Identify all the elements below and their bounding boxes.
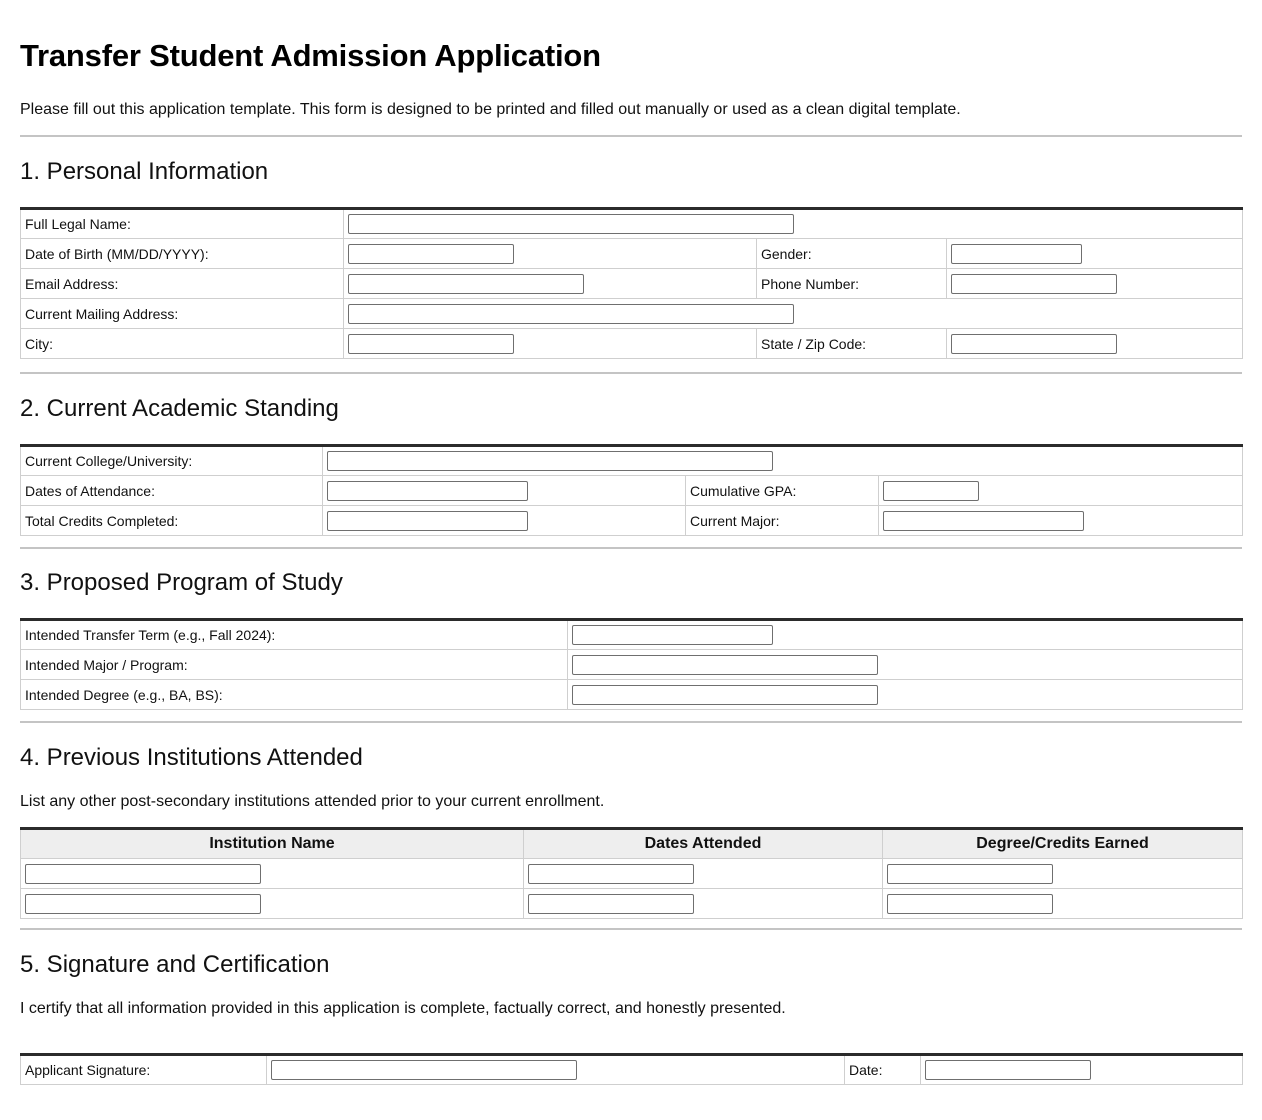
- divider: [20, 372, 1242, 374]
- transfer-term-label: Intended Transfer Term (e.g., Fall 2024):: [21, 620, 568, 650]
- email-label: Email Address:: [21, 269, 344, 299]
- credits-label: Total Credits Completed:: [21, 506, 323, 536]
- full-name-input[interactable]: [348, 214, 794, 234]
- college-input[interactable]: [327, 451, 773, 471]
- address-input[interactable]: [348, 304, 794, 324]
- current-major-input[interactable]: [883, 511, 1084, 531]
- previous-institutions-table: [20, 827, 1243, 919]
- table-row: [21, 506, 1243, 536]
- gpa-label: Cumulative GPA:: [686, 476, 879, 506]
- section-heading-academic: 2. Current Academic Standing: [20, 395, 339, 422]
- section-heading-previous: 4. Previous Institutions Attended: [20, 744, 363, 771]
- divider: [20, 547, 1242, 549]
- dob-label: Date of Birth (MM/DD/YYYY):: [21, 239, 344, 269]
- intended-degree-label: Intended Degree (e.g., BA, BS):: [21, 680, 568, 710]
- personal-info-table: [20, 207, 1243, 359]
- phone-input[interactable]: [951, 274, 1117, 294]
- full-name-label: Full Legal Name:: [21, 209, 344, 239]
- gender-label: Gender:: [757, 239, 947, 269]
- date-input[interactable]: [925, 1060, 1091, 1080]
- dates-attended-input[interactable]: [528, 864, 694, 884]
- intended-major-input[interactable]: [572, 655, 878, 675]
- program-table: [20, 618, 1243, 710]
- table-row: [21, 299, 1243, 329]
- credits-input[interactable]: [327, 511, 528, 531]
- table-row: [21, 680, 1243, 710]
- signature-label: Applicant Signature:: [21, 1055, 267, 1085]
- date-label: Date:: [845, 1055, 921, 1085]
- phone-label: Phone Number:: [757, 269, 947, 299]
- divider: [20, 721, 1242, 723]
- table-row: [21, 476, 1243, 506]
- section-heading-personal: 1. Personal Information: [20, 158, 269, 185]
- degree-credits-input[interactable]: [887, 894, 1053, 914]
- page-title: Transfer Student Admission Application: [20, 38, 601, 73]
- dates-attended-input[interactable]: [528, 894, 694, 914]
- table-row: [21, 446, 1243, 476]
- dates-attendance-input[interactable]: [327, 481, 528, 501]
- section-heading-program: 3. Proposed Program of Study: [20, 569, 343, 596]
- city-input[interactable]: [348, 334, 514, 354]
- column-header-degree: Degree/Credits Earned: [883, 829, 1243, 859]
- signature-input[interactable]: [271, 1060, 577, 1080]
- academic-standing-table: [20, 444, 1243, 536]
- address-label: Current Mailing Address:: [21, 299, 344, 329]
- certification-statement: I certify that all information provided in this application is complete, factually correct, and honestly presented.: [20, 1000, 786, 1017]
- city-label: City:: [21, 329, 344, 359]
- intended-degree-input[interactable]: [572, 685, 878, 705]
- institution-name-input[interactable]: [25, 864, 261, 884]
- table-row: [21, 329, 1243, 359]
- divider: [20, 928, 1242, 930]
- table-row: [21, 1055, 1243, 1085]
- dob-input[interactable]: [348, 244, 514, 264]
- table-row: [21, 650, 1243, 680]
- email-input[interactable]: [348, 274, 584, 294]
- table-row: [21, 889, 1243, 919]
- degree-credits-input[interactable]: [887, 864, 1053, 884]
- table-row: [21, 269, 1243, 299]
- institution-name-input[interactable]: [25, 894, 261, 914]
- previous-description: List any other post-secondary institutions attended prior to your current enrollment.: [20, 793, 605, 810]
- gpa-input[interactable]: [883, 481, 979, 501]
- divider: [20, 135, 1242, 137]
- gender-input[interactable]: [951, 244, 1082, 264]
- table-row: [21, 620, 1243, 650]
- intended-major-label: Intended Major / Program:: [21, 650, 568, 680]
- column-header-institution: Institution Name: [21, 829, 524, 859]
- table-header-row: [21, 829, 1243, 859]
- table-row: [21, 859, 1243, 889]
- transfer-term-input[interactable]: [572, 625, 773, 645]
- signature-table: [20, 1053, 1243, 1085]
- section-heading-signature: 5. Signature and Certification: [20, 951, 330, 978]
- current-major-label: Current Major:: [686, 506, 879, 536]
- dates-attendance-label: Dates of Attendance:: [21, 476, 323, 506]
- intro-text: Please fill out this application template. This form is designed to be printed and filled out manually or used as a clean digital template.: [20, 101, 961, 118]
- column-header-dates: Dates Attended: [524, 829, 883, 859]
- table-row: [21, 209, 1243, 239]
- table-row: [21, 239, 1243, 269]
- state-zip-label: State / Zip Code:: [757, 329, 947, 359]
- college-label: Current College/University:: [21, 446, 323, 476]
- state-zip-input[interactable]: [951, 334, 1117, 354]
